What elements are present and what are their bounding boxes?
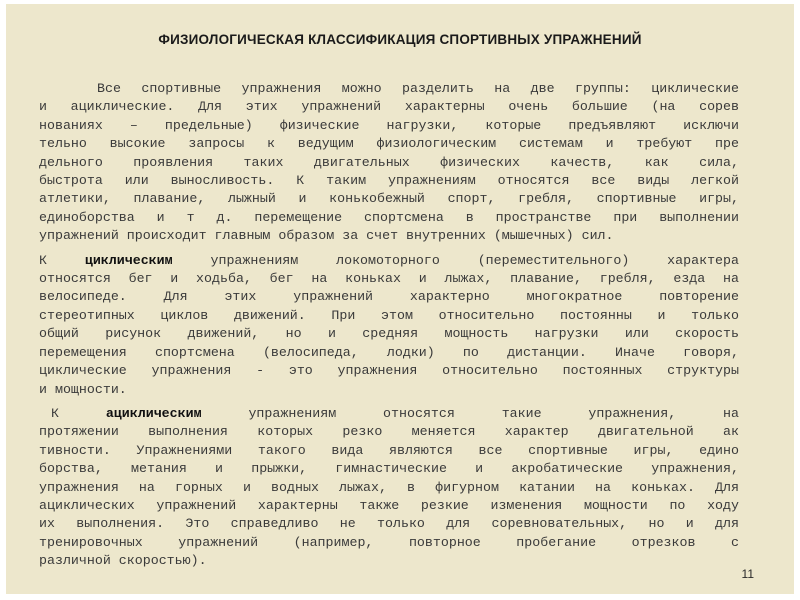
text-line: велосипеде. Для этих упражнений характерно многократное повторение bbox=[39, 289, 739, 305]
text-fragment: упражнениям локомоторного (переместительного) характера bbox=[210, 252, 739, 268]
text-line: упражнений происходит главным образом за счет внутренних (мышечных) сил. bbox=[39, 228, 614, 244]
text-line: циклические упражнения - это упражнения относительно постоянных структуры bbox=[39, 363, 739, 379]
text-line: единоборства и т д. перемещение спортсмена в пространстве при выполнении bbox=[39, 209, 739, 225]
text-line: относятся бег и ходьба, бег на коньках и лыжах, плавание, гребля, езда на bbox=[39, 271, 739, 287]
text-line: нованиях – предельные) физические нагрузки, которые предъявляют исключи bbox=[39, 117, 739, 133]
text-line: атлетики, плавание, лыжный и конькобежный спорт, гребля, спортивные игры, bbox=[39, 191, 739, 207]
page-number: 11 bbox=[741, 567, 754, 581]
text-line: упражнения на горных и водных лыжах, в фигурном катании на коньках. Для bbox=[39, 479, 739, 495]
paragraph-lead: К bbox=[39, 252, 47, 268]
body-text bbox=[39, 80, 739, 571]
text-line: и ациклические. Для этих упражнений характерны очень большие (на сорев bbox=[39, 99, 739, 115]
text-fragment: упражнениям относятся такие упражнения, на bbox=[248, 405, 740, 421]
text-line: различной скоростью). bbox=[39, 553, 207, 569]
text-line: общий рисунок движений, но и средняя мощность нагрузки или скорость bbox=[39, 326, 739, 342]
page-title: ФИЗИОЛОГИЧЕСКАЯ КЛАССИФИКАЦИЯ СПОРТИВНЫХ УПРАЖНЕНИЙ bbox=[158, 32, 642, 47]
text-line: протяжении выполнения которых резко меняется характер двигательной ак bbox=[39, 424, 739, 440]
text-line: ациклических упражнений характерны также резкие изменения мощности по ходу bbox=[39, 497, 739, 513]
text-line: стереотипных циклов движений. При этом относительно постоянны и только bbox=[39, 307, 739, 323]
text-line bbox=[39, 252, 739, 270]
keyword-acyclic: ациклическим bbox=[105, 405, 202, 421]
text-line: Все спортивные упражнения можно разделить на две группы: циклические bbox=[97, 81, 739, 96]
text-line: перемещения спортсмена (велосипеда, лодки) по дистанции. Иначе говоря, bbox=[39, 344, 739, 360]
text-line: тельно высокие запросы к ведущим физиологическим системам и требуют пре bbox=[39, 136, 739, 152]
text-line: дельного проявления таких двигательных физических качеств, как сила, bbox=[39, 154, 739, 170]
text-line: тивности. Упражнениями такого вида являются все спортивные игры, едино bbox=[39, 442, 739, 458]
text-line bbox=[39, 405, 739, 423]
text-line: быстрота или выносливость. К таким упражнениям относятся все виды легкой bbox=[39, 173, 739, 189]
keyword-cyclic: циклическим bbox=[84, 252, 173, 268]
text-line: борства, метания и прыжки, гимнастические и акробатические упражнения, bbox=[39, 461, 739, 477]
text-line: тренировочных упражнений (например, повторное пробегание отрезков с bbox=[39, 534, 739, 550]
text-line: их выполнения. Это справедливо не только для соревновательных, но и для bbox=[39, 516, 739, 532]
paragraph-lead: К bbox=[51, 405, 59, 421]
text-line: и мощности. bbox=[39, 381, 127, 397]
